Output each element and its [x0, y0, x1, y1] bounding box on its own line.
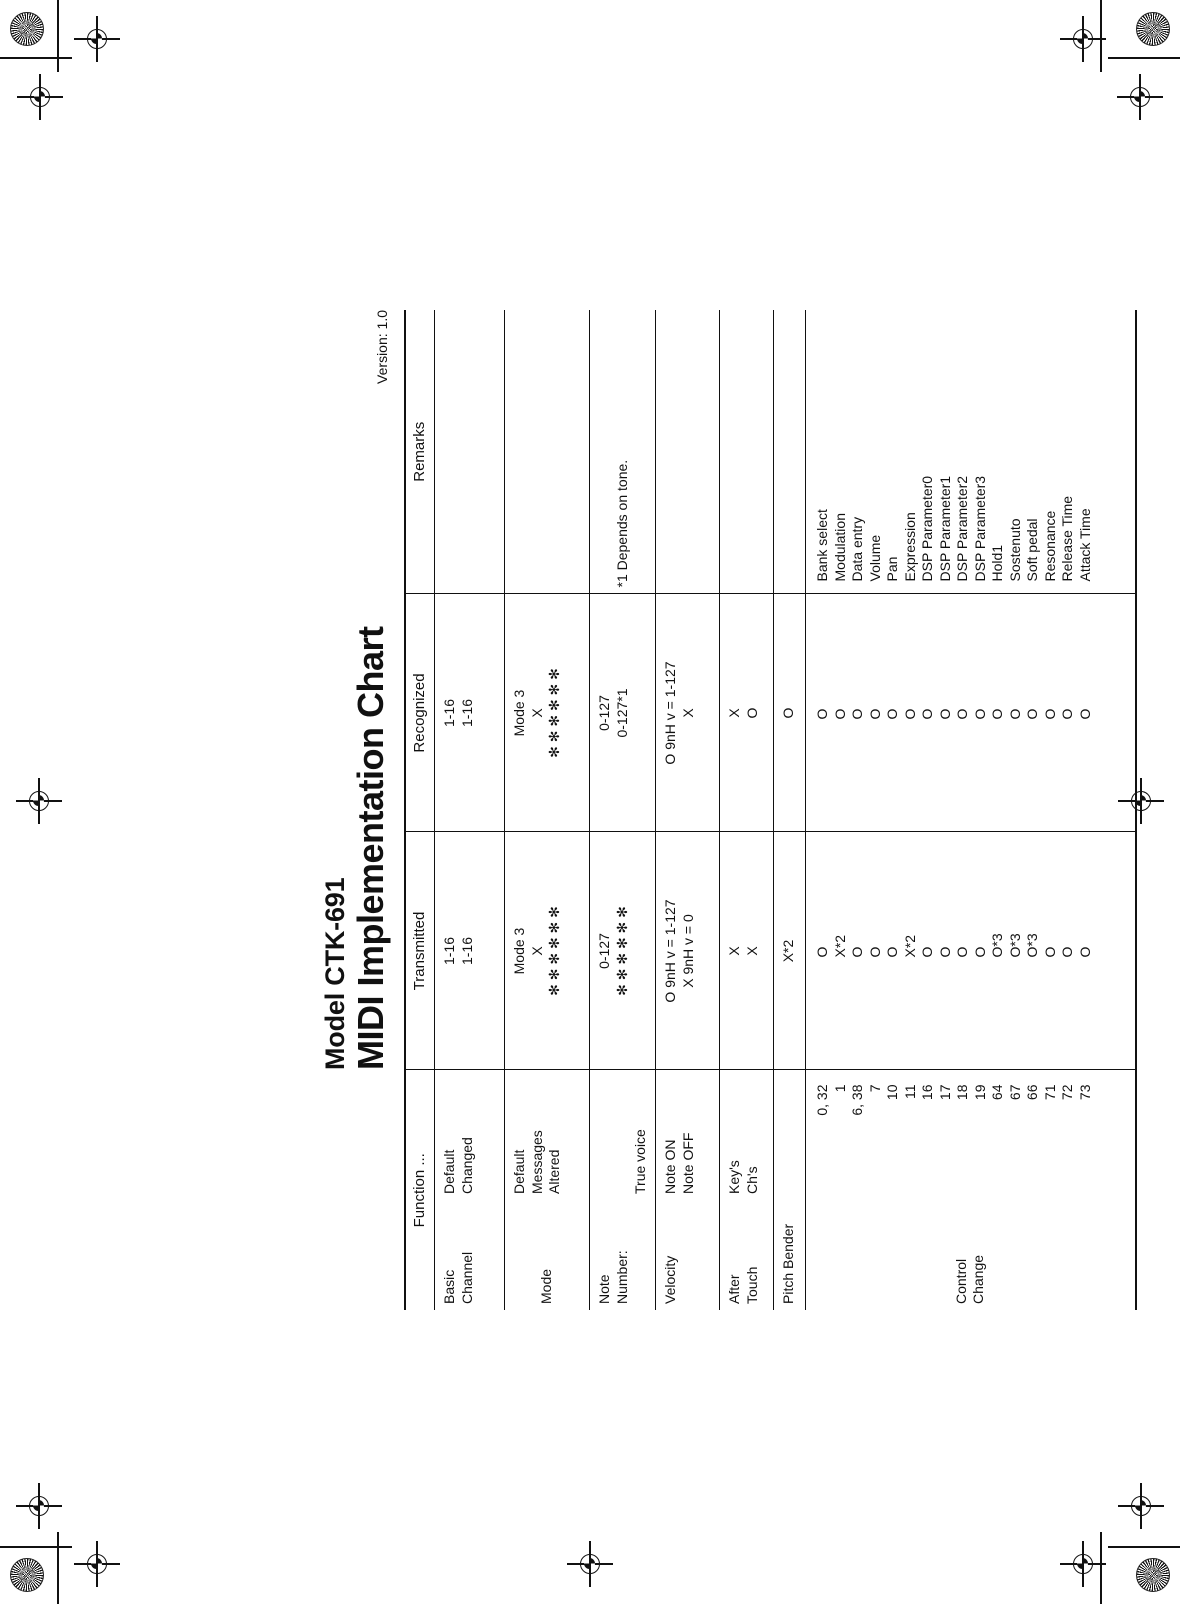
midi-implementation-chart — [320, 310, 1110, 1310]
registration-mark-icon — [29, 1496, 49, 1516]
table-row — [590, 310, 656, 1310]
transmitted-cell: O X*2 O O O X*2 O O O O O*3 O*3 O*3 O O O — [806, 832, 1136, 1070]
table-row — [774, 310, 806, 1310]
registration-mark-icon — [87, 29, 107, 49]
transmitted-cell: Mode 3 X ✻ ✻ ✻ ✻ ✻ ✻ — [505, 832, 590, 1070]
recognized-cell: Mode 3 X ✻ ✻ ✻ ✻ ✻ ✻ — [505, 594, 590, 832]
midi-table — [404, 310, 1137, 1310]
remarks-cell — [774, 310, 806, 594]
transmitted-cell: 0-127 ✻ ✻ ✻ ✻ ✻ ✻ — [590, 832, 656, 1070]
remarks-cell — [720, 310, 774, 594]
row-function: Basic Channel — [435, 1200, 505, 1310]
color-wheel-icon — [10, 1558, 44, 1592]
registration-mark-icon — [1131, 1496, 1151, 1516]
row-subfunction: Default Changed — [435, 1070, 505, 1200]
recognized-cell: O O O O O O O O O O O O O O O O — [806, 594, 1136, 832]
recognized-cell: O — [774, 594, 806, 832]
column-header-recognized: Recognized — [405, 594, 435, 832]
column-header-transmitted: Transmitted — [405, 832, 435, 1070]
registration-mark-icon — [1130, 87, 1150, 107]
table-header-row — [405, 310, 435, 1310]
remarks-cell — [656, 310, 720, 594]
remarks-cell: *1 Depends on tone. — [590, 310, 656, 594]
registration-mark-icon — [87, 1554, 107, 1574]
table-row — [656, 310, 720, 1310]
chart-title: MIDI Implementation Chart — [350, 626, 391, 1070]
registration-mark-icon — [580, 1554, 600, 1574]
model-title: Model CTK-691 — [320, 877, 350, 1070]
remarks-cell: Bank select Modulation Data entry Volume Pan Expression DSP Parameter0 DSP Parameter1 DSP Parameter2 DSP Parameter3 Hold1 Sostenuto Soft pedal Resonance Release Time Attack Time — [806, 310, 1136, 594]
row-subfunction: True voice — [590, 1070, 656, 1200]
registration-mark-icon — [1073, 29, 1093, 49]
transmitted-cell: O 9nH v = 1-127 X 9nH v = 0 — [656, 832, 720, 1070]
row-subfunction: Note ON Note OFF — [656, 1070, 720, 1200]
version-label: Version: 1.0 — [374, 310, 390, 384]
registration-mark-icon — [1073, 1554, 1093, 1574]
row-function: Pitch Bender — [774, 1070, 806, 1310]
table-row — [435, 310, 505, 1310]
row-function: Velocity — [656, 1200, 720, 1310]
recognized-cell: O 9nH v = 1-127 X — [656, 594, 720, 832]
row-function: Note Number: — [590, 1200, 656, 1310]
transmitted-cell: 1-16 1-16 — [435, 832, 505, 1070]
recognized-cell: 1-16 1-16 — [435, 594, 505, 832]
registration-mark-icon — [29, 791, 49, 811]
remarks-cell — [435, 310, 505, 594]
remarks-cell — [505, 310, 590, 594]
transmitted-cell: X*2 — [774, 832, 806, 1070]
column-header-remarks: Remarks — [405, 310, 435, 594]
column-header-function: Function ... — [405, 1070, 435, 1310]
recognized-cell: X O — [720, 594, 774, 832]
transmitted-cell: X X — [720, 832, 774, 1070]
row-function: Mode — [505, 1200, 590, 1310]
registration-mark-icon — [30, 87, 50, 107]
row-function: After Touch — [720, 1200, 774, 1310]
color-wheel-icon — [1136, 1558, 1170, 1592]
control-numbers: 0, 32 1 6, 38 7 10 11 16 17 18 19 64 67 66 71 72 73 — [806, 1070, 1136, 1200]
table-row — [806, 310, 1136, 1310]
table-row — [505, 310, 590, 1310]
color-wheel-icon — [10, 12, 44, 46]
color-wheel-icon — [1136, 12, 1170, 46]
recognized-cell: 0-127 0-127*1 — [590, 594, 656, 832]
row-function: Control Change — [806, 1200, 1136, 1310]
row-subfunction: Key's Ch's — [720, 1070, 774, 1200]
row-subfunction: Default Messages Altered — [505, 1070, 590, 1200]
table-row — [720, 310, 774, 1310]
